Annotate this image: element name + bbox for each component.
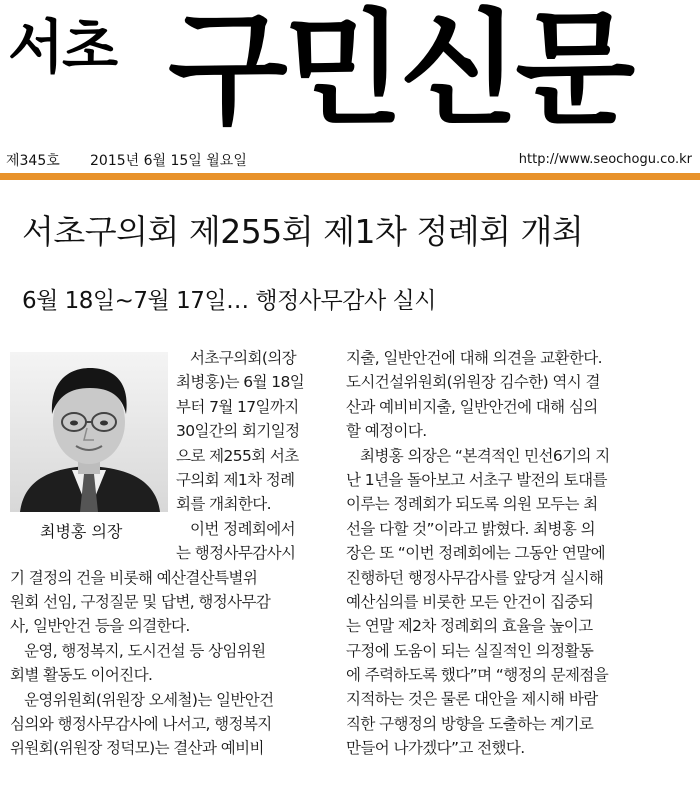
text-line: 선을 다할 것”이라고 밝혔다. 최병홍 의 xyxy=(346,519,595,538)
article-subhead: 6월 18일~7월 17일… 행정사무감사 실시 xyxy=(22,288,436,314)
text-line: 만들어 나가겠다”고 전했다. xyxy=(346,739,525,758)
text-line: 도시건설위원회(위원장 김수한) 역시 결 xyxy=(346,373,600,392)
article-column-narrow xyxy=(176,346,304,566)
text-line: 구정에 도움이 되는 실질적인 의정활동 xyxy=(346,641,594,660)
text-line: 에 주력하도록 했다”며 “행정의 문제점을 xyxy=(346,666,609,685)
article-column-left xyxy=(10,566,274,761)
issue-number: 제345호 xyxy=(6,153,60,169)
text-line: 30일간의 회기일정 xyxy=(176,422,300,441)
text-line: 운영, 행정복지, 도시건설 등 상임위원 xyxy=(24,641,266,660)
issue-info-bar xyxy=(0,150,700,170)
masthead-title: 구민신문 xyxy=(168,0,632,142)
text-line: 부터 7월 17일까지 xyxy=(176,397,299,416)
text-line: 지적하는 것은 물론 대안을 제시해 바람 xyxy=(346,690,598,709)
accent-rule xyxy=(0,173,700,180)
text-line: 직한 구행정의 방향을 도출하는 계기로 xyxy=(346,714,594,733)
text-line: 산과 예비비지출, 일반안건에 대해 심의 xyxy=(346,397,598,416)
text-line: 심의와 행정사무감사에 나서고, 행정복지 xyxy=(10,714,272,733)
text-line: 이번 정례회에서 xyxy=(190,519,295,538)
text-line: 운영위원회(위원장 오세철)는 일반안건 xyxy=(24,690,274,709)
text-line: 으로 제255회 서초 xyxy=(176,446,299,465)
text-line: 는 연말 제2차 정례회의 효율을 높이고 xyxy=(346,617,593,636)
text-line: 사, 일반안건 등을 의결한다. xyxy=(10,617,190,636)
text-line: 원회 선임, 구정질문 및 답변, 행정사무감 xyxy=(10,592,271,611)
text-line: 장은 또 “이번 정례회에는 그동안 연말에 xyxy=(346,544,606,563)
issue-date: 2015년 6월 15일 월요일 xyxy=(90,153,247,169)
text-line: 는 행정사무감사시 xyxy=(176,544,296,563)
text-line: 서초구의회(의장 xyxy=(190,349,297,367)
text-line: 이루는 정례회가 되도록 의원 모두는 최 xyxy=(346,495,598,514)
article-headline: 서초구의회 제255회 제1차 정례회 개최 xyxy=(22,212,584,251)
masthead-region: 서초 xyxy=(8,13,117,81)
portrait-photo xyxy=(10,352,168,512)
masthead xyxy=(0,0,700,145)
portrait-image xyxy=(10,352,168,512)
text-line: 예산심의를 비롯한 모든 안건이 집중되 xyxy=(346,592,594,611)
article-column-right xyxy=(346,346,610,761)
text-line: 난 1년을 돌아보고 서초구 발전의 토대를 xyxy=(346,470,607,489)
photo-caption: 최병홍 의장 xyxy=(40,522,123,541)
text-line: 최병홍)는 6월 18일 xyxy=(176,373,305,392)
text-line: 최병홍 의장은 “본격적인 민선6기의 지 xyxy=(360,446,610,465)
text-line: 위원회(위원장 정덕모)는 결산과 예비비 xyxy=(10,739,264,758)
text-line: 구의회 제1차 정례 xyxy=(176,470,295,489)
text-line: 회별 활동도 이어진다. xyxy=(10,666,153,685)
text-line: 기 결정의 건을 비롯해 예산결산특별위 xyxy=(10,568,258,587)
text-line: 지출, 일반안건에 대해 의견을 교환한다. xyxy=(346,349,602,367)
text-line: 회를 개최한다. xyxy=(176,495,271,514)
text-line: 할 예정이다. xyxy=(346,422,427,441)
website-url[interactable]: http://www.seochogu.co.kr xyxy=(518,152,692,167)
text-line: 진행하던 행정사무감사를 앞당겨 실시해 xyxy=(346,568,604,587)
